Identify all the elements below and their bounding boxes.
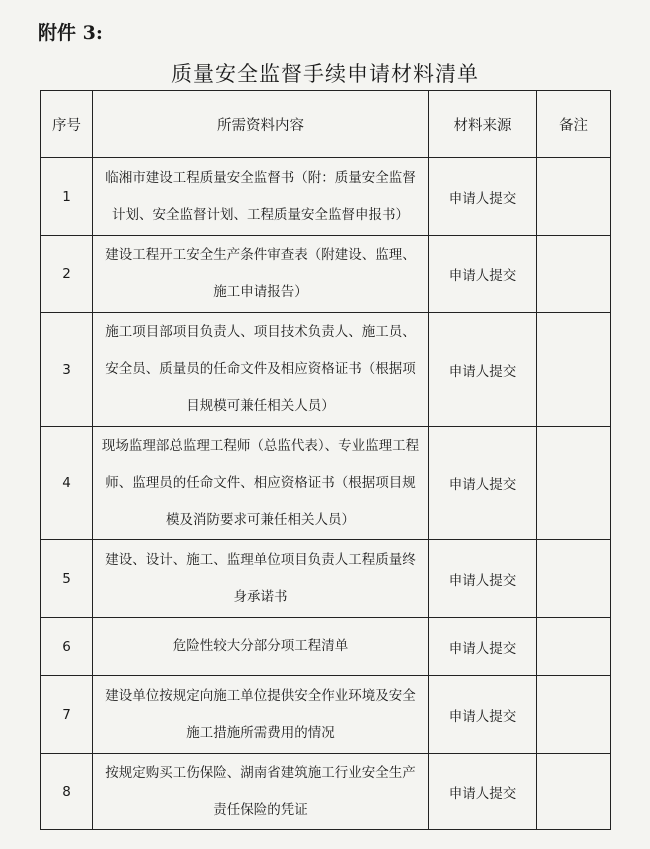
row-content: 施工项目部项目负责人、项目技术负责人、施工员、安全员、质量员的任命文件及相应资格证书（根据项目规模可兼任相关人员）	[93, 313, 429, 427]
row-source: 申请人提交	[429, 427, 537, 540]
materials-table	[40, 90, 611, 830]
row-number: 2	[41, 236, 93, 313]
table-header-row	[41, 91, 611, 158]
table-row	[41, 676, 611, 754]
row-remark	[537, 618, 611, 676]
row-number: 3	[41, 313, 93, 427]
row-remark	[537, 540, 611, 618]
row-remark	[537, 754, 611, 830]
row-source: 申请人提交	[429, 754, 537, 830]
row-source: 申请人提交	[429, 158, 537, 236]
row-remark	[537, 158, 611, 236]
table-row	[41, 236, 611, 313]
table-row	[41, 313, 611, 427]
row-content: 现场监理部总监理工程师（总监代表）、专业监理工程师、监理员的任命文件、相应资格证书（根据项目规模及消防要求可兼任相关人员）	[93, 427, 429, 540]
table-row	[41, 754, 611, 830]
table-row	[41, 427, 611, 540]
row-source: 申请人提交	[429, 540, 537, 618]
row-remark	[537, 427, 611, 540]
row-content: 建设、设计、施工、监理单位项目负责人工程质量终身承诺书	[93, 540, 429, 618]
row-content: 建设单位按规定向施工单位提供安全作业环境及安全施工措施所需费用的情况	[93, 676, 429, 754]
row-content: 建设工程开工安全生产条件审查表（附建设、监理、施工申请报告）	[93, 236, 429, 313]
document-title: 质量安全监督手续申请材料清单	[171, 62, 479, 86]
row-number: 1	[41, 158, 93, 236]
row-number: 6	[41, 618, 93, 676]
column-header-remark: 备注	[537, 91, 611, 158]
column-header-content: 所需资料内容	[93, 91, 429, 158]
table-row	[41, 540, 611, 618]
row-remark	[537, 313, 611, 427]
row-remark	[537, 676, 611, 754]
row-number: 5	[41, 540, 93, 618]
row-content: 危险性较大分部分项工程清单	[93, 618, 429, 676]
row-number: 7	[41, 676, 93, 754]
row-source: 申请人提交	[429, 618, 537, 676]
row-number: 8	[41, 754, 93, 830]
attachment-label: 附件 3:	[38, 22, 103, 44]
row-remark	[537, 236, 611, 313]
column-header-source: 材料来源	[429, 91, 537, 158]
row-source: 申请人提交	[429, 313, 537, 427]
row-source: 申请人提交	[429, 676, 537, 754]
row-content: 临湘市建设工程质量安全监督书（附：质量安全监督计划、安全监督计划、工程质量安全监督申报书）	[93, 158, 429, 236]
column-header-number: 序号	[41, 91, 93, 158]
table-row	[41, 618, 611, 676]
row-content: 按规定购买工伤保险、湖南省建筑施工行业安全生产责任保险的凭证	[93, 754, 429, 830]
row-source: 申请人提交	[429, 236, 537, 313]
table-row	[41, 158, 611, 236]
row-number: 4	[41, 427, 93, 540]
